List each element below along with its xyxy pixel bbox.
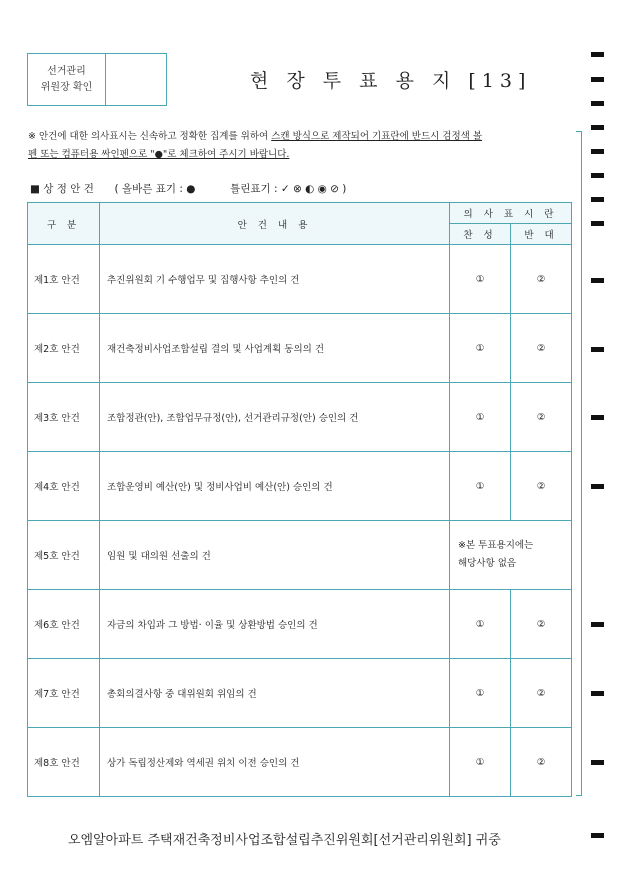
agenda-content: 자금의 차입과 그 방법· 이율 및 상환방법 승인의 건 bbox=[100, 590, 450, 659]
confirm-stamp-area bbox=[106, 54, 166, 105]
timing-marker bbox=[591, 415, 604, 420]
table-side-rail bbox=[576, 131, 582, 796]
header-decision: 의 사 표 시 란 bbox=[450, 203, 572, 224]
timing-marker bbox=[591, 278, 604, 283]
oppose-mark[interactable]: ② bbox=[511, 314, 572, 383]
timing-marker bbox=[591, 760, 604, 765]
agenda-content: 상가 독립정산제와 역세권 위치 이전 승인의 건 bbox=[100, 728, 450, 797]
agenda-content: 재건축정비사업조합설립 결의 및 사업계획 동의의 건 bbox=[100, 314, 450, 383]
agenda-section-header bbox=[30, 181, 346, 196]
agenda-content: 조합운영비 예산(안) 및 정비사업비 예산(안) 승인의 건 bbox=[100, 452, 450, 521]
timing-marker bbox=[591, 149, 604, 154]
timing-marker bbox=[591, 77, 604, 82]
timing-marker bbox=[591, 622, 604, 627]
agenda-number: 제6호 안건 bbox=[28, 590, 100, 659]
timing-marker bbox=[591, 101, 604, 106]
oppose-mark[interactable]: ② bbox=[511, 590, 572, 659]
timing-marker bbox=[591, 52, 604, 57]
confirm-label bbox=[28, 54, 106, 105]
agenda-table bbox=[27, 202, 572, 797]
agenda-number: 제2호 안건 bbox=[28, 314, 100, 383]
section-label: ■ 상 정 안 건 bbox=[30, 183, 94, 195]
approve-mark[interactable]: ① bbox=[450, 245, 511, 314]
table-row bbox=[28, 521, 572, 590]
timing-marker bbox=[591, 691, 604, 696]
oppose-mark[interactable]: ② bbox=[511, 245, 572, 314]
agenda-number: 제1호 안건 bbox=[28, 245, 100, 314]
oppose-mark[interactable]: ② bbox=[511, 383, 572, 452]
oppose-mark[interactable]: ② bbox=[511, 659, 572, 728]
timing-marker bbox=[591, 221, 604, 226]
marking-notice bbox=[28, 128, 568, 164]
approve-mark[interactable]: ① bbox=[450, 728, 511, 797]
timing-marker bbox=[591, 125, 604, 130]
timing-marker bbox=[591, 197, 604, 202]
timing-marker bbox=[591, 484, 604, 489]
agenda-number: 제7호 안건 bbox=[28, 659, 100, 728]
table-row bbox=[28, 590, 572, 659]
agenda-content: 임원 및 대의원 선출의 건 bbox=[100, 521, 450, 590]
table-row bbox=[28, 728, 572, 797]
approve-mark[interactable]: ① bbox=[450, 383, 511, 452]
notice-text: ※ 안건에 대한 의사표시는 신속하고 정확한 집계를 위하여 bbox=[28, 131, 272, 142]
oppose-mark[interactable]: ② bbox=[511, 728, 572, 797]
table-row bbox=[28, 314, 572, 383]
agenda-number: 제4호 안건 bbox=[28, 452, 100, 521]
not-applicable-note bbox=[450, 521, 572, 590]
agenda-number: 제5호 안건 bbox=[28, 521, 100, 590]
notice-underlined-2: 펜 또는 컴퓨터용 싸인펜으로 "●"로 체크하여 주시기 바랍니다. bbox=[28, 149, 290, 160]
header-approve: 찬 성 bbox=[450, 224, 511, 245]
agenda-content: 총회의결사항 중 대위원회 위임의 건 bbox=[100, 659, 450, 728]
approve-mark[interactable]: ① bbox=[450, 452, 511, 521]
header-content: 안 건 내 용 bbox=[100, 203, 450, 245]
table-row bbox=[28, 245, 572, 314]
note-line1: ※본 투표용지에는 bbox=[458, 540, 534, 551]
approve-mark[interactable]: ① bbox=[450, 659, 511, 728]
ballot-title: 현 장 투 표 용 지 [13] bbox=[250, 70, 532, 92]
approve-mark[interactable]: ① bbox=[450, 314, 511, 383]
approve-mark[interactable]: ① bbox=[450, 590, 511, 659]
header-oppose: 반 대 bbox=[511, 224, 572, 245]
agenda-number: 제3호 안건 bbox=[28, 383, 100, 452]
header-category: 구 분 bbox=[28, 203, 100, 245]
table-row bbox=[28, 383, 572, 452]
oppose-mark[interactable]: ② bbox=[511, 452, 572, 521]
confirm-label-line1: 선거관리 bbox=[47, 65, 86, 77]
timing-marker bbox=[591, 347, 604, 352]
timing-marker bbox=[591, 833, 604, 838]
timing-marker bbox=[591, 173, 604, 178]
wrong-mark-example: 틀린표기 : ✓ ⊗ ◐ ◉ ⊘ ) bbox=[230, 183, 347, 195]
table-row bbox=[28, 452, 572, 521]
election-committee-confirm-box bbox=[27, 53, 167, 106]
note-line2: 해당사항 없음 bbox=[458, 558, 517, 569]
table-row bbox=[28, 659, 572, 728]
agenda-content: 조합정관(안), 조합업무규정(안), 선거관리규정(안) 승인의 건 bbox=[100, 383, 450, 452]
agenda-number: 제8호 안건 bbox=[28, 728, 100, 797]
correct-mark-example: ( 올바른 표기 : ● bbox=[114, 183, 196, 195]
agenda-content: 추진위원회 기 수행업무 및 집행사항 추인의 건 bbox=[100, 245, 450, 314]
confirm-label-line2: 위원장 확인 bbox=[40, 81, 93, 93]
addressee-footer: 오엠알아파트 주택재건축정비사업조합설립추진위원회[선거관리위원회] 귀중 bbox=[68, 833, 501, 848]
notice-underlined-1: 스캔 방식으로 제작되어 기표란에 반드시 검정색 볼 bbox=[271, 131, 483, 142]
